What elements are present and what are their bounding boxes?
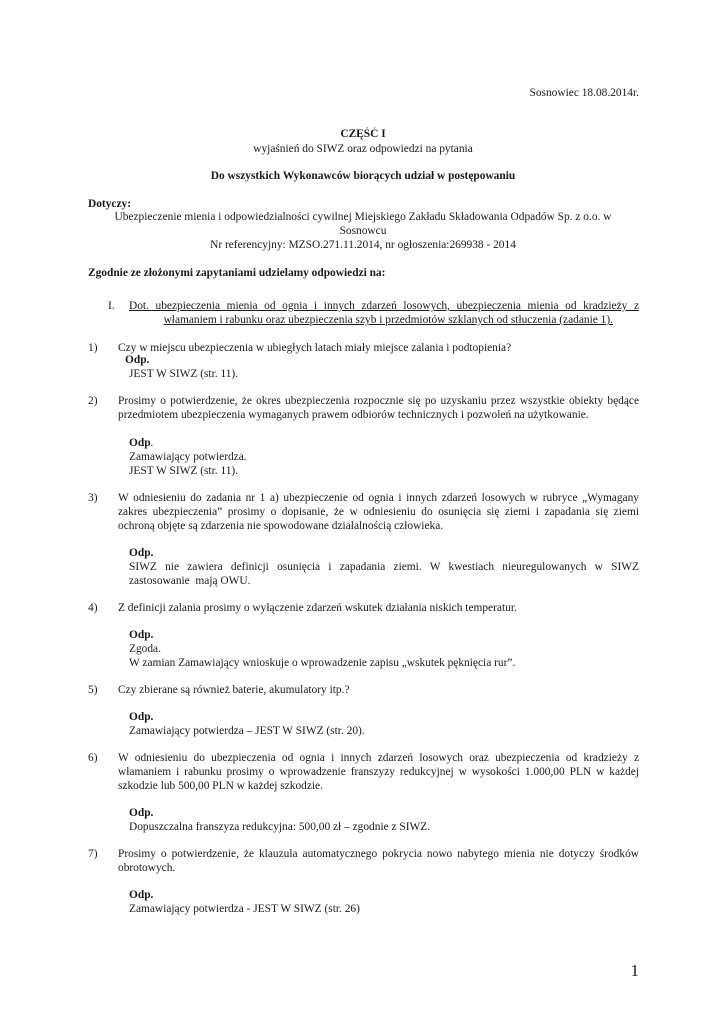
answer-1-label: Odp.	[125, 354, 150, 366]
answer-5-label: Odp.	[129, 711, 154, 723]
answer-5-text: Zamawiający potwierdza – JEST W SIWZ (str. 20).	[129, 725, 365, 737]
question-3-line-3: ochroną objęte są zdarzenia nie spowodowane działalnością człowieka.	[118, 520, 444, 532]
answer-7-label: Odp.	[129, 889, 154, 901]
answer-7-text: Zamawiający potwierdza - JEST W SIWZ (str. 26)	[129, 903, 360, 915]
question-6-line-2: włamaniem i rabunku prosimy o wprowadzenie franszyzy redukcyjnej w wysokości 1.000,00 PLN w każdej	[118, 766, 639, 778]
answer-3-label: Odp.	[129, 547, 154, 559]
question-7-line-2: obrotowych.	[118, 862, 176, 874]
question-5-number: 5)	[88, 684, 98, 696]
answer-1-text: JEST W SIWZ (str. 11).	[129, 368, 239, 380]
answer-2-label: Odp.	[129, 437, 154, 449]
document-subtitle: wyjaśnień do SIWZ oraz odpowiedzi na pytania	[253, 143, 473, 155]
section-numeral: I.	[108, 300, 115, 312]
question-2-number: 2)	[88, 395, 98, 407]
question-3-number: 3)	[88, 492, 98, 504]
question-4-text: Z definicji zalania prosimy o wyłączenie zdarzeń wskutek działania niskich temperatur.	[118, 602, 517, 614]
page-number: 1	[630, 961, 639, 980]
subject-label: Dotyczy:	[88, 198, 132, 210]
question-3-line-1: W odniesieniu do zadania nr 1 a) ubezpieczenie od ognia i innych zdarzeń losowych w rubryce „Wymagany	[118, 492, 639, 504]
answer-4-label: Odp.	[129, 629, 154, 641]
answer-4-line-1: Zgoda.	[129, 643, 161, 655]
answer-6-text: Dopuszczalna franszyza redukcyjna: 500,00 zł – zgodnie z SIWZ.	[129, 821, 431, 833]
question-6-line-3: szkodzie lub 500,00 PLN w każdej szkodzie.	[118, 780, 323, 792]
question-1-number: 1)	[88, 342, 98, 354]
answer-6-label: Odp.	[129, 807, 154, 819]
document-title: CZĘŚĆ I	[340, 128, 386, 140]
question-4-number: 4)	[88, 602, 98, 614]
subject-line-2: Sosnowcu	[339, 225, 387, 237]
question-6-line-1: W odniesieniu do ubezpieczenia od ognia i innych zdarzeń losowych oraz ubezpieczenia od kradzieży z	[118, 752, 639, 764]
question-6-number: 6)	[88, 752, 98, 764]
answer-3-line-1: SIWZ nie zawiera definicji osunięcia i zapadania ziemi. W kwestiach nieuregulowanych w SIWZ	[129, 561, 639, 573]
answer-2-line-2: JEST W SIWZ (str. 11).	[129, 465, 239, 477]
answer-3-line-2: zastosowanie mają OWU.	[129, 575, 251, 587]
answer-2-line-1: Zamawiający potwierdza.	[129, 451, 247, 463]
subject-line-3: Nr referencyjny: MZSO.271.11.2014, nr ogłoszenia:269938 - 2014	[210, 239, 516, 251]
subject-line-1: Ubezpieczenie mienia i odpowiedzialności cywilnej Miejskiego Zakładu Składowania Odpadów Sp. z o.o. w	[114, 211, 612, 223]
question-5-text: Czy zbierane są również baterie, akumulatory itp.?	[118, 684, 350, 696]
section-heading-line-2: włamaniem i rabunku oraz ubezpieczenia szyb i przedmiotów szklanych od stłuczenia (zadanie 1).	[163, 314, 613, 326]
question-2-line-2: przedmiotem ubezpieczenia wymaganych prawem odbiorów technicznych i pozwoleń na użytkowanie.	[118, 409, 589, 421]
question-7-number: 7)	[88, 848, 98, 860]
question-2-line-1: Prosimy o potwierdzenie, że okres ubezpieczenia rozpocznie się po uzyskaniu przez wszystkie obiekty będące	[118, 395, 639, 407]
answer-4-line-2: W zamian Zamawiający wnioskuje o wprowadzenie zapisu „wskutek pęknięcia rur”.	[129, 657, 516, 669]
section-heading-line-1: Dot. ubezpieczenia mienia od ognia i innych zdarzeń losowych, ubezpieczenia mienia od kradzieży z	[129, 300, 639, 312]
question-3-line-2: zakres ubezpieczenia” prosimy o dopisanie, że w odniesieniu do osunięcia się ziemi i zapadania się ziemi	[118, 506, 639, 518]
document-date: Sosnowiec 18.08.2014r.	[529, 87, 639, 99]
addressee-line: Do wszystkich Wykonawców biorących udział w postępowaniu	[210, 170, 516, 182]
intro-line: Zgodnie ze złożonymi zapytaniami udzielamy odpowiedzi na:	[88, 267, 386, 279]
question-1-text: Czy w miejscu ubezpieczenia w ubiegłych latach miały miejsce zalania i podtopienia?	[118, 342, 512, 354]
question-7-line-1: Prosimy o potwierdzenie, że klauzula automatycznego pokrycia nowo nabytego mienia nie dotyczy środków	[118, 848, 639, 860]
